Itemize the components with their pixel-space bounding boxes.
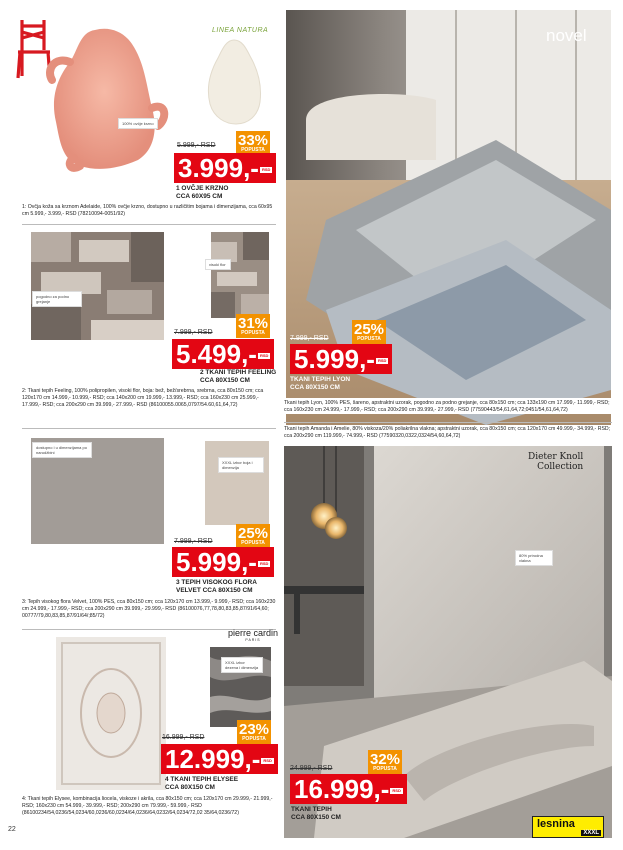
- p3-price: 5.999,- RSD: [172, 547, 274, 577]
- p1-price: 3.999,- RSD: [174, 153, 276, 183]
- p2-high-pile-tag: visoki flor: [205, 259, 231, 270]
- sheepskin-material-tag: 100% ovčje krzno: [118, 118, 158, 129]
- divider: [22, 224, 276, 225]
- p5-old-price: 7.999,- RSD: [290, 335, 329, 342]
- p3-title: 3 TEPIH VISOKOG FLORA VELVET CCA 80X150 CM: [176, 579, 257, 594]
- p1-discount-badge: 33% POPUSTA: [237, 132, 269, 153]
- pink-sheepskin-image: [40, 22, 170, 172]
- p3-custom-size-tag: dostupno i u dimenzijama po narudžbini: [32, 442, 92, 458]
- velvet-rug-small-image: [205, 441, 269, 525]
- p3-old-price: 7.999,- RSD: [174, 538, 213, 545]
- p2-old-price: 7.999,- RSD: [174, 329, 213, 336]
- p4-title: 4 TKANI TEPIH ELYSEE CCA 80X150 CM: [165, 776, 239, 791]
- p2-description: 2: Tkani tepih Feeling, 100% polipropilen, visoki flor, boja: bež, bež/srebrna, srebrna, cca 80x150 cm; cca 120x170 cm 14.999,- 10.999,- RSD; cca 140x200 cm 19.999,- 13.999,- RSD; cca 160x230 cm 25.999,- 17.999,- RSD; cca 200x290 cm 39.999,- 27.999,- RSD (86100055.0065,0797/54.60,61,64,72): [22, 388, 264, 408]
- p1-title: 1 OVČJE KRZNO CCA 60X95 CM: [176, 185, 229, 200]
- p2-title: 2 TKANI TEPIH FEELING CCA 80X150 CM: [200, 369, 277, 384]
- p6-description: Tkani tepih Amanda i Amelie, 80% viskoza/20% poliakrilna vlakna; apstraktni uzorak, cca 80x150 cm; cca 120x170 cm 49.999,- 34.999,- RSD; cca 200x290 cm 119.999,- 74.999,- RSD (77590320,0322,0324/54,60,64,72): [284, 426, 611, 439]
- pierre-cardin-logo: pierre cardin PARIS: [228, 628, 279, 642]
- p3-description: 3: Tepih visokog flora Velvet, 100% PES, cca 80x150 cm; cca 120x170 cm 13.999,- 9.999,- RSD; cca 160x230 cm 24.999,- 17.999,- RSD; cca 200x290 cm 39.999,- 29.999,- RSD (86100076,77,78,80,83,85,87/91/64,60; 00777/79,80,83,85,87/91/64/;85/72): [22, 599, 276, 619]
- feeling-rug-image: [31, 232, 164, 340]
- p2-price: 5.499,- RSD: [172, 339, 274, 369]
- p5-title: TKANI TEPIH LYON CCA 80X150 CM: [290, 376, 351, 391]
- p4-patterns-tag: XXXL izbor dezena i dimenzija: [221, 657, 263, 673]
- p4-price: 12.999,- RSD: [161, 744, 278, 774]
- p5-discount-badge: 25% POPUSTA: [353, 321, 385, 342]
- p4-discount-badge: 23% POPUSTA: [238, 721, 270, 742]
- divider: [22, 428, 276, 429]
- divider: [284, 422, 612, 423]
- linea-natura-logo: LINEA NATURA: [212, 27, 269, 34]
- p7-discount-badge: 32% POPUSTA: [369, 751, 401, 772]
- lesnina-logo: lesnina XXXL: [532, 816, 604, 838]
- white-sheepskin-image: [200, 36, 268, 128]
- p4-old-price: 16.999,- RSD: [162, 734, 205, 741]
- p5-description: Tkani tepih Lyon, 100% PES, šareno, apstraktni uzorak, pogodno za podno grejanje, cca 80x150 cm; cca 133x190 cm 17.999,- 11.999,- RSD; cca 160x230 cm 24.999,- 17.999,- RSD; cca 200x290 cm 39.999,- 27.999,- RSD (77590443/54,61,64,72;0451/54,61,64,72): [284, 398, 612, 414]
- p7-price: 16.999,- RSD: [290, 774, 407, 804]
- p2-floor-heating-tag: pogodno za podno grejanje: [32, 291, 82, 307]
- p5-price: 5.999,- RSD: [290, 344, 392, 374]
- p3-discount-badge: 25% POPUSTA: [237, 525, 269, 546]
- elysee-rug-image: [56, 637, 166, 790]
- dieter-knoll-logo: Dieter Knoll Collection: [528, 452, 584, 472]
- p2-discount-badge: 31% POPUSTA: [237, 315, 269, 336]
- feeling-rug-small-image: [211, 232, 269, 318]
- p7-title: TKANI TEPIH CCA 80X150 CM: [291, 806, 341, 821]
- novel-logo: novel: [546, 26, 587, 45]
- p6-natural-fiber-tag: 80% prirodna vlakna: [515, 550, 553, 566]
- p1-description: 1: Ovčja koža sa krznom Adelaide, 100% ovčje krzno, dostupno u različitim bojama i dimenzijama, cca 60x95 cm 5.999,- 3.999,- RSD (78210094-0051/92): [22, 204, 273, 217]
- p4-description: 4: Tkani tepih Elysee, kombinacija liocela, viskoze i akrila, cca 80x150 cm; cca 120x170 cm 29.999,- 21.999,- RSD; 160x230 cm 54.999,- 39.999,- RSD; 200x290 cm 79.999,- 59.999,- RSD (86100234/54,0236/54,0234/60,0236/60,0234/64,0236/64,0232/64,0234/72,02 35/64,0236/72): [22, 796, 273, 816]
- p1-old-price: 5.999,- RSD: [177, 142, 216, 149]
- page-number: 22: [8, 826, 16, 833]
- p7-old-price: 24.999,- RSD: [290, 765, 333, 772]
- p3-colors-tag: XXXL izbor boja i dimenzija: [218, 457, 264, 473]
